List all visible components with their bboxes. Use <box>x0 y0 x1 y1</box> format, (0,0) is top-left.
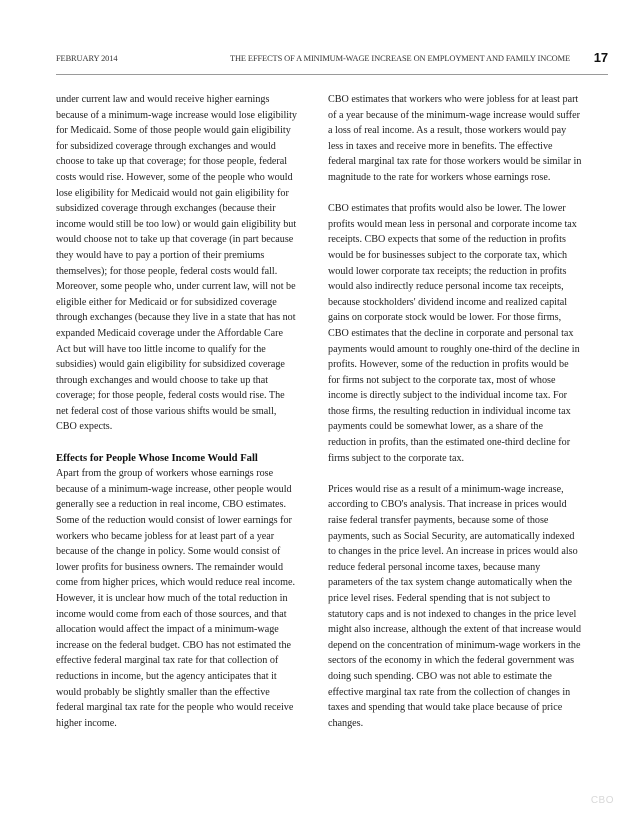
page-header <box>56 51 608 67</box>
left-column <box>56 92 299 747</box>
page-number: 17 <box>593 50 608 65</box>
body-paragraph: CBO estimates that workers who were jobless for at least part of a year because of the minimum-wage increase would suffer a loss of real income. As a result, those workers would pay less in taxes and receive more in benefits. The effective federal marginal tax rate for those workers would be similar in magnitude to the rate for workers whose earnings rose. <box>328 94 582 183</box>
body-paragraph: under current law and would receive higher earnings because of a minimum-wage increase would lose eligibility for Medicaid. Some of those people would gain eligibility for subsidized coverage through exchanges and would choose to take up that coverage; for those people, federal costs would rise. However, some of the people who would lose eligibility for Medicaid would not gain eligibility for subsidized coverage through exchanges (because their income would still be too low) or would gain eligibility but would choose not to take up that coverage (in part because they would have to pay a portion of their premiums themselves); for those people, federal costs would fall. Moreover, some people who, under current law, will not be eligible either for Medicaid or for subsidized coverage through exchanges (because they live in a state that has not expanded Medicaid coverage under the Affordable Care Act but will have too little income to qualify for the subsidies) would gain eligibility for subsidized coverage through exchanges and would choose to take up that coverage; for those people, federal costs would rise. The net federal cost of those various shifts would be small, CBO expects. <box>56 94 297 433</box>
cbo-logo: CBO <box>590 795 614 806</box>
running-title: THE EFFECTS OF A MINIMUM-WAGE INCREASE ON EMPLOYMENT AND FAMILY INCOME <box>229 54 570 63</box>
section-subheading: Effects for People Whose Income Would Fall <box>56 452 258 464</box>
body-paragraph: CBO estimates that profits would also be lower. The lower profits would mean less in personal and corporate income tax receipts. CBO expects that some of the reduction in profits would be for businesses subject to the corporate tax, which would lower corporate tax receipts; the reduction in profits would also indirectly reduce personal income tax receipts, because stockholders' dividend income and realized capital gains on corporate stock would be lower. For those firms, CBO estimates that the decline in corporate and personal tax payments would amount to roughly one-third of the decline in profits. However, some of the reduction in profits would be for firms not subject to the corporate tax, most of whose income is directly subject to the individual income tax. For those firms, the resulting reduction in individual income tax payments could be somewhat lower, as a share of the reduction in profits, than the estimated one-third decline for firms subject to the corporate tax. <box>328 203 580 464</box>
header-rule <box>56 74 608 75</box>
header-date: FEBRUARY 2014 <box>56 54 118 63</box>
body-paragraph: Apart from the group of workers whose earnings rose because of a minimum-wage increase, other people would generally see a reduction in real income, CBO estimates. Some of the reduction would consist of lower earnings for workers who became jobless for at least part of a year because of the change in policy. Some would consist of lower profits for business owners. The remainder would come from higher prices, which would reduce real income. However, it is unclear how much of the total reduction in income would come from each of those sources, and that allocation would affect the impact of a minimum-wage increase on the federal budget. CBO has not estimated the effective federal marginal tax rate for that collection of reductions in income, but the agency anticipates that it would probably be slightly smaller than the effective federal marginal tax rate for the people who would receive higher income. <box>56 468 295 729</box>
body-paragraph: Prices would rise as a result of a minimum-wage increase, according to CBO's analysis. That increase in prices would raise federal transfer payments, because some of those payments, such as Social Security, are automatically indexed to changes in the price level. An increase in prices would also reduce federal personal income taxes, because many parameters of the tax system change automatically when the price level rises. Federal spending that is not subject to statutory caps and is not indexed to changes in the price level might also increase, although the extent of that increase would depend on the concentration of minimum-wage workers in the sectors of the economy in which the federal government was doing such spending. CBO was not able to estimate the effective marginal tax rate from the collection of changes in taxes and spending that would take place because of price changes. <box>328 483 582 729</box>
right-column <box>328 92 582 747</box>
